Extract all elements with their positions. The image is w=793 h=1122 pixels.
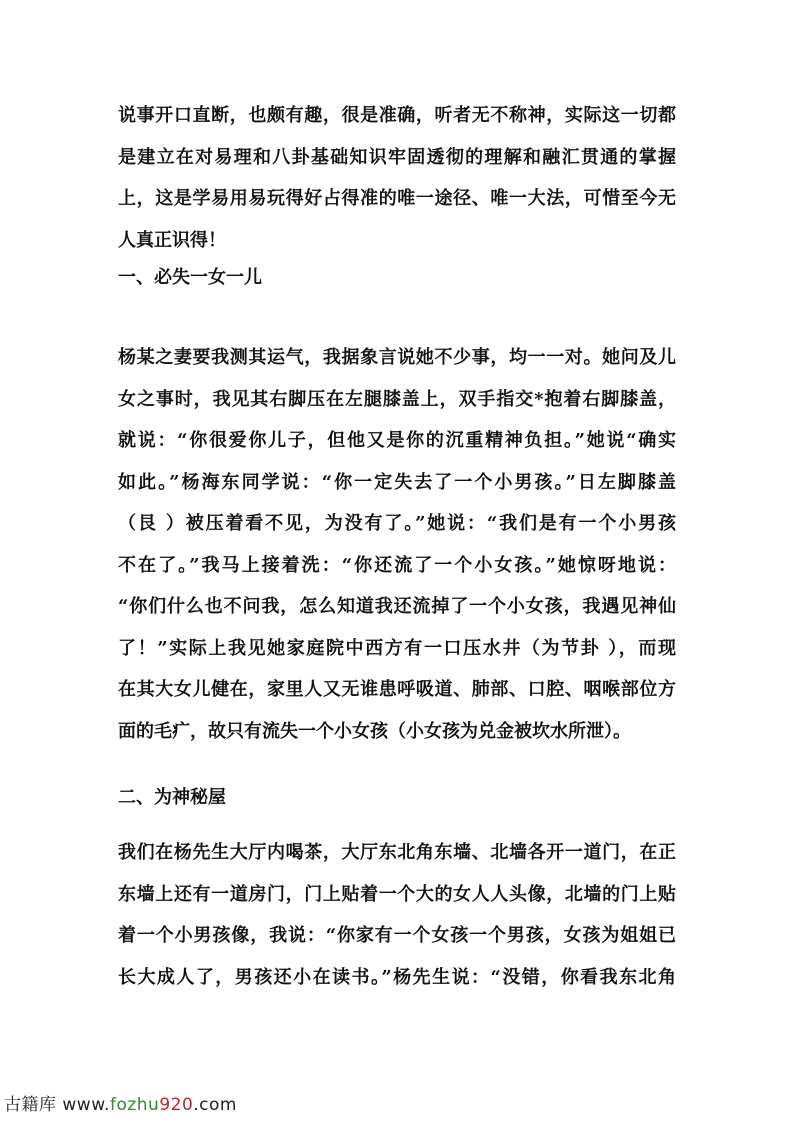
text-line: 着一个小男孩像，我说：“你家有一个女孩一个男孩，女孩为姐姐已 bbox=[118, 925, 676, 946]
url-suffix: .com bbox=[193, 1095, 237, 1115]
text-line: 杨某之妻要我测其运气，我据象言说她不少事，均一一对。她问及儿 bbox=[118, 347, 676, 368]
section-1-paragraph bbox=[118, 337, 676, 752]
url-red-part: 920 bbox=[159, 1095, 194, 1115]
text-line: 就说：“你很爱你儿子，但他又是你的沉重精神负担。”她说“确实 bbox=[118, 430, 676, 451]
text-line: 是建立在对易理和八卦基础知识牢固透彻的理解和融汇贯通的掌握 bbox=[118, 146, 676, 168]
watermark-footer bbox=[4, 1090, 237, 1115]
section-2-heading: 二、为神秘屋 bbox=[118, 787, 226, 808]
text-line: “你们什么也不问我，怎么知道我还流掉了一个小女孩，我遇见神仙 bbox=[118, 596, 676, 617]
text-line: 人真正识得！ bbox=[118, 229, 226, 251]
text-line: 了！”实际上我见她家庭院中西方有一口压水井（为节卦 ），而现 bbox=[118, 637, 676, 659]
text-line: （艮 ）被压着看不见，为没有了。”她说：“我们是有一个小男孩 bbox=[118, 513, 676, 534]
text-line: 我们在杨先生大厅内喝茶，大厅东北角东墙、北墙各开一道门，在正 bbox=[118, 842, 676, 863]
text-line: 女之事时，我见其右脚压在左腿膝盖上，双手指交*抱着右脚膝盖， bbox=[118, 388, 676, 410]
section-1-heading: 一、必失一女一儿 bbox=[118, 267, 262, 288]
text-line: 不在了。”我马上接着洗：“你还流了一个小女孩。”她惊呀地说： bbox=[118, 554, 676, 576]
text-line: 上，这是学易用易玩得好占得准的唯一途径、唯一大法，可惜至今无 bbox=[118, 188, 676, 209]
text-line: 东墙上还有一道房门，门上贴着一个大的女人人头像，北墙的门上贴 bbox=[118, 883, 676, 905]
text-line: 面的毛疒，故只有流失一个小女孩（小女孩为兑金被坎水所泄）。 bbox=[118, 720, 631, 742]
text-line: 在其大女儿健在，家里人又无谁患呼吸道、肺部、口腔、咽喉部位方 bbox=[118, 679, 676, 700]
url-green-part: fozhu bbox=[109, 1095, 160, 1115]
site-name: 古籍库 bbox=[4, 1095, 57, 1115]
section-2-paragraph bbox=[118, 832, 676, 998]
text-line: 说事开口直断，也颇有趣，很是准确，听者无不称神，实际这一切都 bbox=[118, 105, 676, 126]
text-line: 长大成人了，男孩还小在读书。”杨先生说：“没错，你看我东北角 bbox=[118, 966, 676, 988]
url-prefix: www. bbox=[62, 1095, 110, 1115]
intro-paragraph bbox=[118, 95, 676, 261]
text-line: 如此。”杨海东同学说：“你一定失去了一个小男孩。”日左脚膝盖 bbox=[118, 471, 676, 493]
site-url bbox=[62, 1095, 237, 1115]
